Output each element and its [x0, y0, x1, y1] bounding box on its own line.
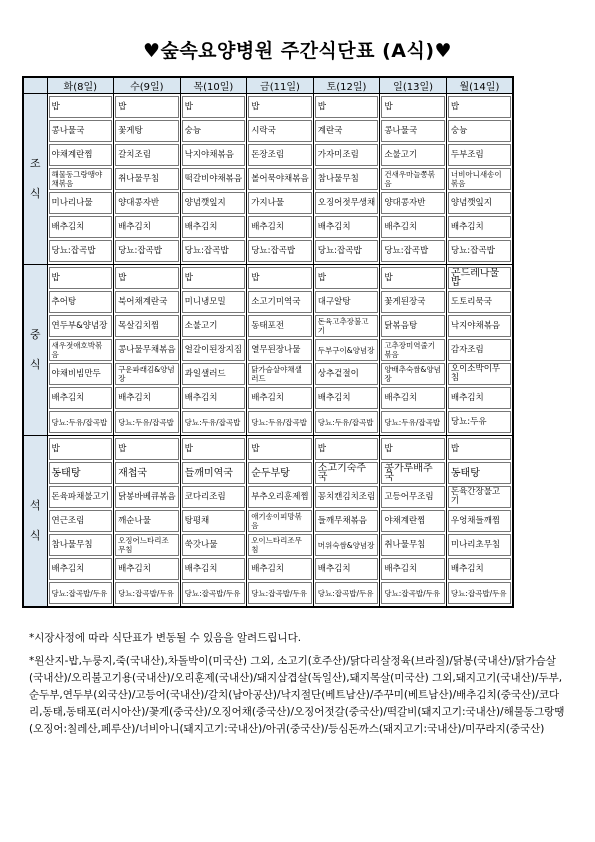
- menu-item: 낙지야채볶음: [182, 144, 246, 166]
- meal-label-char: 중: [29, 328, 41, 341]
- menu-item: 머위숙쌈&양념장: [315, 534, 379, 556]
- menu-item: 참나물무침: [315, 168, 379, 190]
- menu-item: 두부조림: [448, 144, 511, 166]
- day-menu-cell: [313, 436, 380, 608]
- breakfast-row: [23, 94, 513, 265]
- day-menu-cell: [313, 265, 380, 436]
- menu-item: 미니냉모밀: [182, 291, 246, 313]
- menu-item: 새우젓애호박볶음: [49, 339, 113, 361]
- menu-item: 배추김치: [381, 558, 445, 580]
- menu-item: 닭볶음탕: [381, 315, 445, 337]
- meal-label-char: 조: [29, 157, 41, 170]
- menu-item: 밥: [248, 438, 312, 460]
- menu-item: 당뇨:잡곡밥/두유: [315, 582, 379, 604]
- menu-item: 탕평채: [182, 510, 246, 532]
- menu-item: 오징어느타리조무침: [115, 534, 179, 556]
- menu-item: 들깨미역국: [182, 462, 246, 484]
- menu-item: 당뇨:두유/잡곡밥: [115, 411, 179, 433]
- menu-item: 너비아니새송이볶음: [448, 168, 511, 190]
- menu-item: 밥: [315, 96, 379, 118]
- menu-item: 재첩국: [115, 462, 179, 484]
- menu-item: 들깨무채볶음: [315, 510, 379, 532]
- menu-item: 배추김치: [182, 387, 246, 409]
- menu-item: 배추김치: [315, 387, 379, 409]
- menu-item: 곤드레나물밥: [448, 267, 511, 289]
- day-menu-cell: [380, 265, 447, 436]
- menu-item: 배추김치: [248, 216, 312, 238]
- menu-item: 미나리나물: [49, 192, 113, 214]
- menu-item: 양대콩자반: [381, 192, 445, 214]
- menu-item: 당뇨:잡곡밥/두유: [182, 582, 246, 604]
- menu-item: 두부구이&양념장: [315, 339, 379, 361]
- menu-item: 동태포전: [248, 315, 312, 337]
- menu-item: 배추김치: [115, 558, 179, 580]
- menu-item: 소고기미역국: [248, 291, 312, 313]
- menu-body: [23, 94, 513, 608]
- menu-item: 감자조림: [448, 339, 511, 361]
- day-menu-cell: [313, 94, 380, 265]
- menu-item: 야채계란찜: [49, 144, 113, 166]
- menu-item: 해물동그랑땡야채볶음: [49, 168, 113, 190]
- menu-item: 돈육고추장불고기: [315, 315, 379, 337]
- menu-item: 고추장미역줄기볶음: [381, 339, 445, 361]
- menu-item: 도토리묵국: [448, 291, 511, 313]
- day-header: 금(11일): [247, 77, 314, 94]
- menu-item: 소불고기: [182, 315, 246, 337]
- day-menu-cell: [446, 436, 513, 608]
- menu-item: 떡갈비야채볶음: [182, 168, 246, 190]
- menu-item: 닭봉바베큐볶음: [115, 486, 179, 508]
- menu-item: 당뇨:잡곡밥: [448, 240, 511, 262]
- menu-item: 당뇨:두유/잡곡밥: [248, 411, 312, 433]
- menu-item: 돈육파채불고기: [49, 486, 113, 508]
- menu-item: 취나물무침: [115, 168, 179, 190]
- menu-item: 당뇨:잡곡밥: [115, 240, 179, 262]
- meal-label-char: 식: [29, 187, 41, 200]
- menu-item: 당뇨:잡곡밥/두유: [115, 582, 179, 604]
- menu-item: 얼갈이된장지짐: [182, 339, 246, 361]
- menu-item: 돈장조림: [248, 144, 312, 166]
- menu-item: 당뇨:두유/잡곡밥: [315, 411, 379, 433]
- menu-item: 가지나물: [248, 192, 312, 214]
- day-menu-cell: [114, 436, 181, 608]
- menu-item: 배추김치: [115, 387, 179, 409]
- menu-item: 고등어무조림: [381, 486, 445, 508]
- day-header: 화(8일): [47, 77, 114, 94]
- header-corner: [23, 77, 47, 94]
- menu-item: 배추김치: [381, 387, 445, 409]
- menu-item: 볼어묵야채볶음: [248, 168, 312, 190]
- day-menu-cell: [47, 265, 114, 436]
- menu-item: 양대콩자반: [115, 192, 179, 214]
- day-menu-cell: [114, 94, 181, 265]
- day-menu-cell: [47, 94, 114, 265]
- notice-text: *시장사정에 따라 식단표가 변동될 수 있음을 알려드립니다.: [29, 632, 302, 644]
- menu-item: 밥: [381, 438, 445, 460]
- day-menu-cell: [247, 265, 314, 436]
- menu-item: 당뇨:잡곡밥: [381, 240, 445, 262]
- menu-item: 코다리조림: [182, 486, 246, 508]
- meal-label-char: 식: [29, 529, 41, 542]
- page-title: ♥숲속요양병원 주간식단표 (A식)♥: [142, 40, 453, 62]
- menu-item: 계란국: [315, 120, 379, 142]
- menu-item: 배추김치: [315, 216, 379, 238]
- menu-item: 콩나물무채볶음: [115, 339, 179, 361]
- menu-item: 동태탕: [49, 462, 113, 484]
- day-menu-cell: [446, 265, 513, 436]
- menu-item: 밥: [182, 267, 246, 289]
- menu-item: 연두부&양념장: [49, 315, 113, 337]
- menu-item: 구운파래김&양념장: [115, 363, 179, 385]
- lunch-label: [23, 265, 47, 436]
- menu-item: 취나물무침: [381, 534, 445, 556]
- day-header: 수(9일): [114, 77, 181, 94]
- menu-item: 배추김치: [381, 216, 445, 238]
- dinner-label: [23, 436, 47, 608]
- menu-item: 상추겉절이: [315, 363, 379, 385]
- menu-item: 당뇨:잡곡밥/두유: [248, 582, 312, 604]
- menu-item: 당뇨:잡곡밥: [49, 240, 113, 262]
- menu-item: 당뇨:잡곡밥/두유: [448, 582, 511, 604]
- day-header: 토(12일): [313, 77, 380, 94]
- menu-item: 밥: [448, 438, 511, 460]
- menu-item: 꽁치캔김치조림: [315, 486, 379, 508]
- menu-item: 오이느타리조무침: [248, 534, 312, 556]
- menu-item: 갈치조림: [115, 144, 179, 166]
- menu-item: 배추김치: [248, 558, 312, 580]
- menu-item: 양배추숙쌈&양념장: [381, 363, 445, 385]
- day-header: 일(13일): [380, 77, 447, 94]
- menu-item: 밥: [49, 267, 113, 289]
- menu-item: 꽃게된장국: [381, 291, 445, 313]
- menu-item: 애기송이피망볶음: [248, 510, 312, 532]
- day-menu-cell: [380, 436, 447, 608]
- menu-item: 순두부탕: [248, 462, 312, 484]
- menu-item: 소고기숙주국: [315, 462, 379, 484]
- menu-item: 부추오리훈제찜: [248, 486, 312, 508]
- dinner-row: [23, 436, 513, 608]
- menu-item: 배추김치: [115, 216, 179, 238]
- menu-item: 밥: [381, 267, 445, 289]
- menu-item: 밥: [315, 438, 379, 460]
- menu-item: 미나리초무침: [448, 534, 511, 556]
- menu-item: 당뇨:두유/잡곡밥: [49, 411, 113, 433]
- menu-item: 연근조림: [49, 510, 113, 532]
- menu-item: 당뇨:두유/잡곡밥: [381, 411, 445, 433]
- menu-item: 배추김치: [448, 387, 511, 409]
- menu-item: 오징어젓무생채: [315, 192, 379, 214]
- menu-item: 밥: [248, 96, 312, 118]
- menu-item: 밥: [182, 438, 246, 460]
- menu-item: 북어채계란국: [115, 291, 179, 313]
- menu-item: 배추김치: [49, 387, 113, 409]
- menu-item: 참나물무침: [49, 534, 113, 556]
- menu-item: 밥: [115, 438, 179, 460]
- menu-item: 닭가슴살야채샐러드: [248, 363, 312, 385]
- menu-item: 대구알탕: [315, 291, 379, 313]
- menu-item: 양념깻잎지: [182, 192, 246, 214]
- menu-item: 배추김치: [182, 216, 246, 238]
- menu-item: 동태탕: [448, 462, 511, 484]
- day-menu-cell: [114, 265, 181, 436]
- menu-item: 당뇨:잡곡밥/두유: [381, 582, 445, 604]
- menu-item: 양념깻잎지: [448, 192, 511, 214]
- menu-item: 낙지야채볶음: [448, 315, 511, 337]
- menu-item: 밥: [381, 96, 445, 118]
- day-header: 목(10일): [180, 77, 247, 94]
- menu-item: 배추김치: [315, 558, 379, 580]
- lunch-row: [23, 265, 513, 436]
- menu-item: 우엉채들깨찜: [448, 510, 511, 532]
- menu-item: 당뇨:잡곡밥: [248, 240, 312, 262]
- menu-item: 돈육간장불고기: [448, 486, 511, 508]
- menu-item: 밥: [315, 267, 379, 289]
- day-header: 월(14일): [446, 77, 513, 94]
- menu-item: 밥: [248, 267, 312, 289]
- menu-item: 콩가루배추국: [381, 462, 445, 484]
- menu-item: 당뇨:잡곡밥: [315, 240, 379, 262]
- day-menu-cell: [47, 436, 114, 608]
- menu-item: 숭늉: [448, 120, 511, 142]
- day-menu-cell: [247, 436, 314, 608]
- menu-item: 배추김치: [49, 216, 113, 238]
- menu-item: 야채계란찜: [381, 510, 445, 532]
- menu-item: 배추김치: [49, 558, 113, 580]
- menu-item: 꽃게탕: [115, 120, 179, 142]
- menu-item: 배추김치: [448, 558, 511, 580]
- menu-item: 숭늉: [182, 120, 246, 142]
- menu-item: 배추김치: [182, 558, 246, 580]
- meal-label-char: 식: [29, 358, 41, 371]
- weekly-menu-table: [22, 76, 514, 608]
- day-menu-cell: [180, 265, 247, 436]
- menu-item: 밥: [448, 96, 511, 118]
- menu-item: 밥: [115, 96, 179, 118]
- menu-item: 당뇨:두유: [448, 411, 511, 433]
- menu-item: 건새우마늘쫑볶음: [381, 168, 445, 190]
- day-header-row: [23, 77, 513, 94]
- day-menu-cell: [180, 436, 247, 608]
- meal-label-char: 석: [29, 499, 41, 512]
- menu-item: 밥: [49, 438, 113, 460]
- menu-item: 쑥갓나물: [182, 534, 246, 556]
- menu-item: 밥: [49, 96, 113, 118]
- menu-item: 당뇨:잡곡밥/두유: [49, 582, 113, 604]
- menu-item: 배추김치: [248, 387, 312, 409]
- menu-item: 밥: [182, 96, 246, 118]
- menu-item: 깨순나물: [115, 510, 179, 532]
- menu-item: 시락국: [248, 120, 312, 142]
- day-menu-cell: [247, 94, 314, 265]
- menu-item: 목살김치찜: [115, 315, 179, 337]
- menu-item: 야채비빔만두: [49, 363, 113, 385]
- menu-item: 밥: [115, 267, 179, 289]
- menu-item: 배추김치: [448, 216, 511, 238]
- menu-item: 당뇨:잡곡밥: [182, 240, 246, 262]
- day-menu-cell: [380, 94, 447, 265]
- menu-item: 추어탕: [49, 291, 113, 313]
- day-menu-cell: [446, 94, 513, 265]
- menu-item: 열무된장나물: [248, 339, 312, 361]
- menu-item: 당뇨:두유/잡곡밥: [182, 411, 246, 433]
- day-menu-cell: [180, 94, 247, 265]
- menu-item: 과일샐러드: [182, 363, 246, 385]
- menu-item: 가자미조림: [315, 144, 379, 166]
- menu-item: 콩나물국: [49, 120, 113, 142]
- origin-text: *원산지-밥,누룽지,죽(국내산),차돌박이(미국산) 그외, 소고기(호주산)/닭다리살정육(브라질)/닭봉(국내산)/닭가슴살(국내산)/오리불고기용(국내산)/오리훈제(국내산)/돼지삼겹살(독일산),돼지목살(미국산) 그외,돼지고기(국내산)/두부,순두부,연두부(외국산)/고등어(국내산)/갈치(남아공산)/낙지절단(베트남산)/주꾸미(베트남산)/배추김치(중국산)/코다리,동태,동태포(러시아산)/꽃게(중국산)/오징어채(중국산)/오징어젓갈(중국산)/떡갈비(돼지고기:국내산)/해물동그랑땡(오징어:칠레산,페루산)/너비아니(돼지고기:국내산)/아귀(중국산)/등심돈까스(돼지고기:국내산)/미꾸라지(중국산): [29, 655, 565, 735]
- menu-item: 소불고기: [381, 144, 445, 166]
- breakfast-label: [23, 94, 47, 265]
- menu-item: 콩나물국: [381, 120, 445, 142]
- menu-item: 오이소박이무침: [448, 363, 511, 385]
